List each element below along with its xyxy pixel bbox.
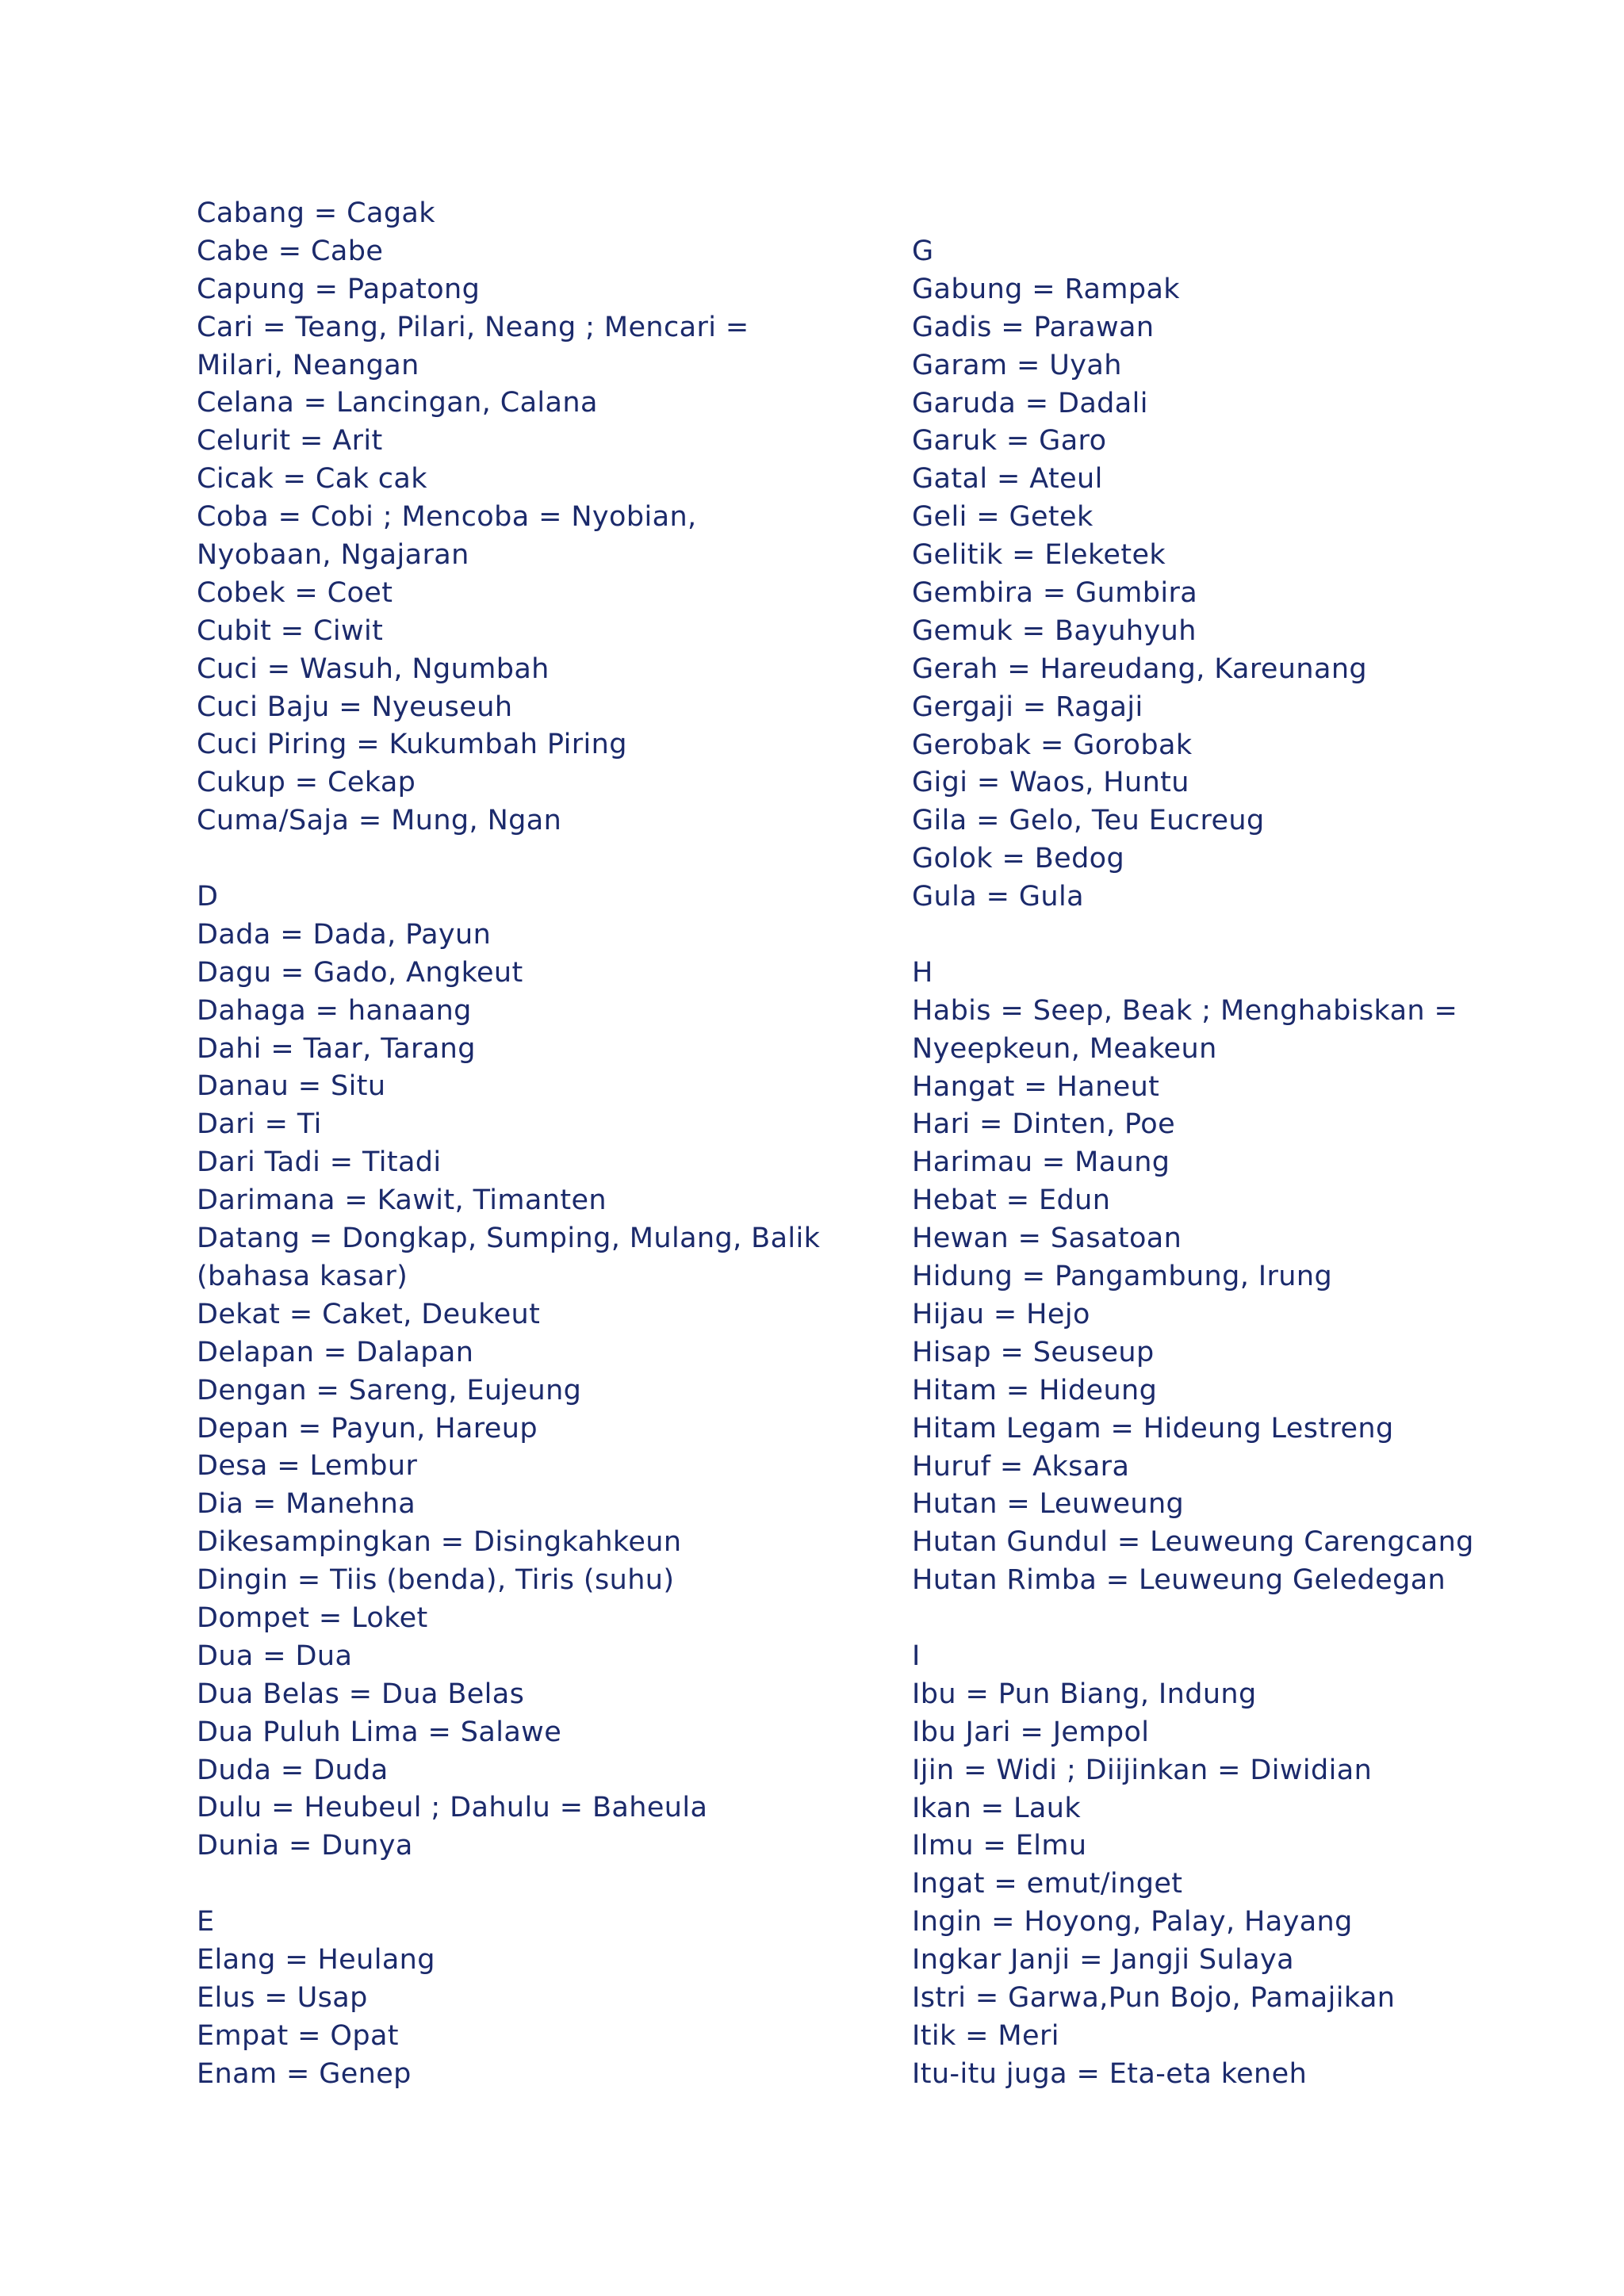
- dictionary-entry: Geli = Getek: [912, 501, 1094, 534]
- dictionary-entry: Desa = Lembur: [197, 1450, 418, 1483]
- dictionary-entry: Ingin = Hoyong, Palay, Hayang: [912, 1906, 1353, 1938]
- dictionary-entry: Hitam Legam = Hideung Lestreng: [912, 1412, 1394, 1445]
- dictionary-entry: Danau = Situ: [197, 1070, 386, 1103]
- blank-line: [197, 1866, 831, 1904]
- dictionary-entry: Itik = Meri: [912, 2019, 1059, 2052]
- dictionary-entry: Dengan = Sareng, Eujeung: [197, 1374, 582, 1406]
- dictionary-entry: Dikesampingkan = Disingkahkeun: [197, 1526, 682, 1559]
- dictionary-entry: Celana = Lancingan, Calana: [197, 387, 598, 419]
- dictionary-entry: Gerobak = Gorobak: [912, 729, 1193, 761]
- dictionary-entry: Delapan = Dalapan: [197, 1336, 474, 1368]
- dictionary-entry: Enam = Genep: [197, 2057, 412, 2090]
- dictionary-entry: Gatal = Ateul: [912, 463, 1103, 496]
- right-column: [912, 233, 1546, 2094]
- dictionary-entry: Cari = Teang, Pilari, Neang ; Mencari =: [197, 311, 749, 343]
- dictionary-entry: Dia = Manehna: [197, 1488, 416, 1521]
- dictionary-entry: Ikan = Lauk: [912, 1792, 1081, 1824]
- dictionary-entry: Hidung = Pangambung, Irung: [912, 1261, 1333, 1293]
- dictionary-entry: Milari, Neangan: [197, 349, 419, 381]
- dictionary-entry: Cobek = Coet: [197, 576, 393, 609]
- dictionary-entry: Dagu = Gado, Angkeut: [197, 956, 523, 989]
- blank-line: [912, 1600, 1546, 1638]
- dictionary-entry: Hisap = Seuseup: [912, 1336, 1155, 1368]
- dictionary-entry: Dua = Dua: [197, 1640, 353, 1672]
- dictionary-entry: Hari = Dinten, Poe: [912, 1108, 1176, 1141]
- dictionary-entry: Darimana = Kawit, Timanten: [197, 1184, 607, 1217]
- dictionary-entry: Hutan Gundul = Leuweung Carengcang: [912, 1526, 1474, 1559]
- dictionary-entry: Gigi = Waos, Huntu: [912, 767, 1189, 799]
- dictionary-entry: Cabe = Cabe: [197, 235, 384, 267]
- dictionary-entry: Dulu = Heubeul ; Dahulu = Baheula: [197, 1792, 708, 1824]
- dictionary-entry: Hangat = Haneut: [912, 1070, 1160, 1103]
- dictionary-entry: Cukup = Cekap: [197, 767, 416, 799]
- dictionary-entry: Hutan = Leuweung: [912, 1488, 1185, 1521]
- dictionary-entry: Dahaga = hanaang: [197, 994, 472, 1027]
- dictionary-entry: Ibu Jari = Jempol: [912, 1716, 1150, 1748]
- dictionary-entry: Gula = Gula: [912, 881, 1084, 913]
- dictionary-entry: Gembira = Gumbira: [912, 577, 1198, 610]
- dictionary-entry: Ibu = Pun Biang, Indung: [912, 1678, 1257, 1710]
- dictionary-entry: Itu-itu juga = Eta-eta keneh: [912, 2057, 1308, 2090]
- dictionary-entry: Hijau = Hejo: [912, 1298, 1090, 1330]
- dictionary-entry: Cicak = Cak cak: [197, 463, 427, 496]
- dictionary-entry: Dari Tadi = Titadi: [197, 1146, 442, 1179]
- dictionary-entry: Ingat = emut/inget: [912, 1868, 1183, 1900]
- dictionary-entry: Datang = Dongkap, Sumping, Mulang, Balik: [197, 1223, 821, 1255]
- section-letter: E: [197, 1906, 215, 1938]
- section-letter: I: [912, 1640, 921, 1672]
- dictionary-entry: Hebat = Edun: [912, 1184, 1111, 1217]
- dictionary-entry: Dari = Ti: [197, 1108, 322, 1141]
- dictionary-entry: Nyeepkeun, Meakeun: [912, 1032, 1217, 1065]
- dictionary-entry: Duda = Duda: [197, 1754, 389, 1786]
- blank-line: [197, 840, 831, 878]
- dictionary-entry: Gemuk = Bayuhyuh: [912, 614, 1197, 647]
- dictionary-entry: Cuma/Saja = Mung, Ngan: [197, 805, 562, 837]
- dictionary-entry: Gergaji = Ragaji: [912, 691, 1143, 723]
- dictionary-entry: Dingin = Tiis (benda), Tiris (suhu): [197, 1564, 675, 1597]
- dictionary-entry: Gadis = Parawan: [912, 311, 1155, 343]
- dictionary-entry: Coba = Cobi ; Mencoba = Nyobian,: [197, 501, 697, 534]
- dictionary-entry: Garuk = Garo: [912, 425, 1107, 457]
- dictionary-entry: Capung = Papatong: [197, 273, 481, 305]
- dictionary-entry: Gila = Gelo, Teu Eucreug: [912, 805, 1265, 837]
- dictionary-entry: Hutan Rimba = Leuweung Geledegan: [912, 1564, 1446, 1597]
- dictionary-entry: Cuci Piring = Kukumbah Piring: [197, 729, 627, 761]
- dictionary-entry: Cuci Baju = Nyeuseuh: [197, 691, 513, 723]
- dictionary-entry: Dunia = Dunya: [197, 1830, 413, 1862]
- dictionary-entry: Ilmu = Elmu: [912, 1830, 1087, 1862]
- dictionary-entry: Depan = Payun, Hareup: [197, 1412, 538, 1445]
- dictionary-entry: (bahasa kasar): [197, 1260, 408, 1292]
- dictionary-entry: Huruf = Aksara: [912, 1450, 1130, 1483]
- blank-line: [912, 916, 1546, 955]
- section-letter: G: [912, 235, 934, 267]
- dictionary-entry: Cuci = Wasuh, Ngumbah: [197, 652, 550, 685]
- dictionary-entry: Celurit = Arit: [197, 425, 383, 457]
- dictionary-entry: Hitam = Hideung: [912, 1374, 1158, 1406]
- dictionary-entry: Cubit = Ciwit: [197, 614, 384, 647]
- dictionary-entry: Dompet = Loket: [197, 1601, 428, 1634]
- dictionary-entry: Cabang = Cagak: [197, 197, 435, 229]
- dictionary-entry: Ingkar Janji = Jangji Sulaya: [912, 1944, 1294, 1976]
- dictionary-entry: Dua Puluh Lima = Salawe: [197, 1716, 562, 1748]
- dictionary-entry: Ijin = Widi ; Diijinkan = Diwidian: [912, 1754, 1373, 1786]
- section-letter: H: [912, 956, 933, 989]
- dictionary-entry: Nyobaan, Ngajaran: [197, 539, 469, 572]
- dictionary-entry: Elus = Usap: [197, 1981, 368, 2014]
- dictionary-entry: Elang = Heulang: [197, 1943, 435, 1976]
- dictionary-entry: Golok = Bedog: [912, 843, 1125, 875]
- dictionary-entry: Garuda = Dadali: [912, 387, 1148, 419]
- dictionary-entry: Hewan = Sasatoan: [912, 1223, 1182, 1255]
- dictionary-entry: Habis = Seep, Beak ; Menghabiskan =: [912, 994, 1458, 1027]
- dictionary-entry: Gerah = Hareudang, Kareunang: [912, 652, 1368, 685]
- dictionary-entry: Istri = Garwa,Pun Bojo, Pamajikan: [912, 1981, 1396, 2014]
- dictionary-entry: Gabung = Rampak: [912, 273, 1180, 305]
- dictionary-entry: Dahi = Taar, Tarang: [197, 1032, 476, 1065]
- dictionary-entry: Empat = Opat: [197, 2019, 399, 2052]
- dictionary-entry: Harimau = Maung: [912, 1146, 1170, 1179]
- dictionary-entry: Dada = Dada, Payun: [197, 918, 492, 951]
- dictionary-entry: Dua Belas = Dua Belas: [197, 1678, 525, 1710]
- dictionary-entry: Gelitik = Eleketek: [912, 539, 1166, 572]
- dictionary-entry: Garam = Uyah: [912, 349, 1122, 381]
- left-column: [197, 195, 831, 2094]
- section-letter: D: [197, 881, 219, 913]
- dictionary-entry: Dekat = Caket, Deukeut: [197, 1298, 541, 1330]
